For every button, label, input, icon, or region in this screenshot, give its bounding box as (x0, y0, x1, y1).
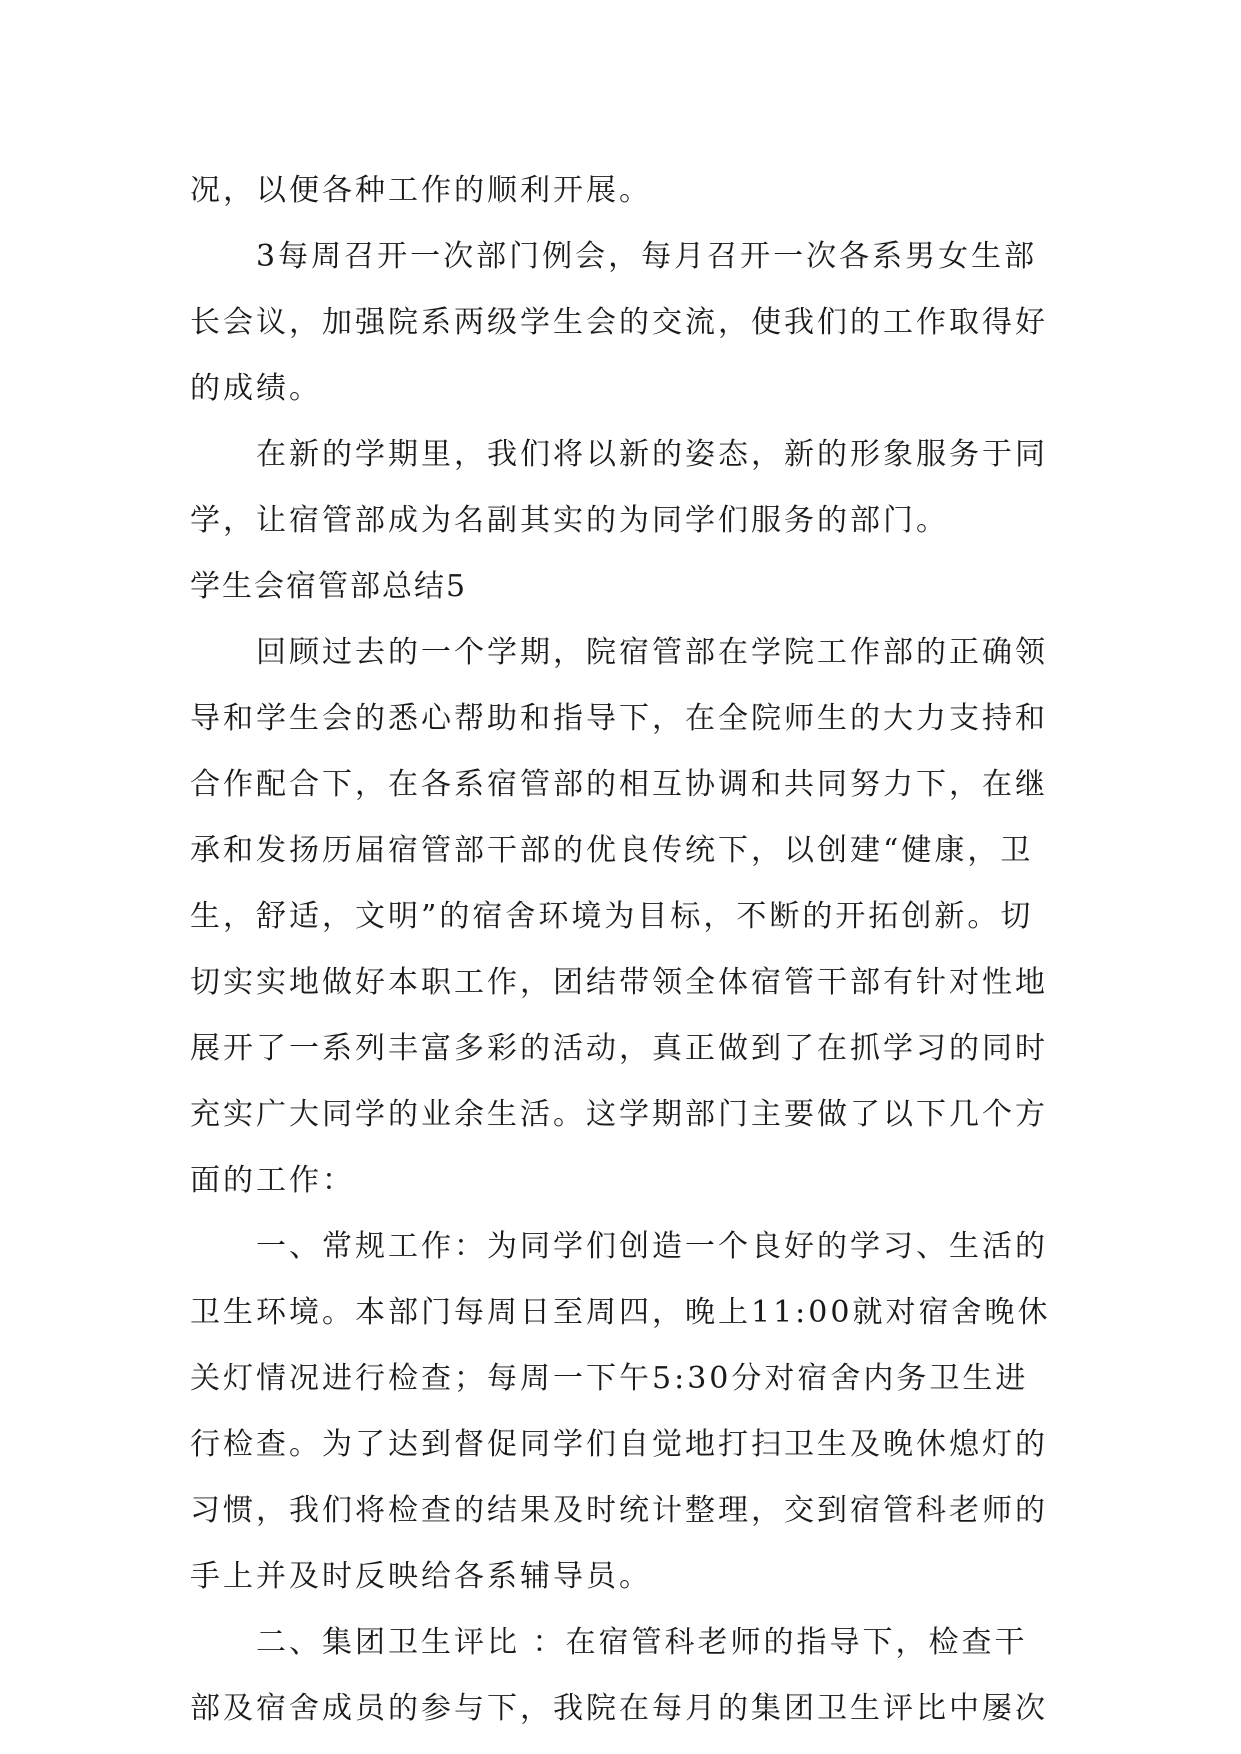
text-line: 部及宿舍成员的参与下，我院在每月的集团卫生评比中屡次 (190, 1691, 1048, 1726)
text-line: 二、集团卫生评比 ：在宿管科老师的指导下，检查干 (256, 1625, 1028, 1660)
text-line: 行检查。为了达到督促同学们自觉地打扫卫生及晚休熄灯的 (190, 1427, 1048, 1462)
text-line: 3每周召开一次部门例会，每月召开一次各系男女生部 (256, 239, 1038, 274)
section-heading: 学生会宿管部总结5 (190, 569, 468, 604)
text-line: 一、常规工作：为同学们创造一个良好的学习、生活的 (256, 1229, 1048, 1264)
text-line: 导和学生会的悉心帮助和指导下，在全院师生的大力支持和 (190, 701, 1048, 736)
text-line: 况，以便各种工作的顺利开展。 (190, 173, 652, 208)
text-line: 面的工作： (190, 1163, 355, 1198)
text-line: 在新的学期里，我们将以新的姿态，新的形象服务于同 (256, 437, 1048, 472)
text-line: 充实广大同学的业余生活。这学期部门主要做了以下几个方 (190, 1097, 1048, 1132)
text-line: 卫生环境。本部门每周日至周四，晚上11:00就对宿舍晚休 (190, 1295, 1051, 1330)
text-line: 承和发扬历届宿管部干部的优良传统下，以创建“健康，卫 (190, 833, 1034, 868)
text-line: 手上并及时反映给各系辅导员。 (190, 1559, 652, 1594)
text-line: 切实实地做好本职工作，团结带领全体宿管干部有针对性地 (190, 965, 1048, 1000)
text-line: 长会议，加强院系两级学生会的交流，使我们的工作取得好 (190, 305, 1048, 340)
text-line: 合作配合下，在各系宿管部的相互协调和共同努力下，在继 (190, 767, 1048, 802)
text-line: 生，舒适，文明”的宿舍环境为目标，不断的开拓创新。切 (190, 899, 1034, 934)
text-line: 习惯，我们将检查的结果及时统计整理，交到宿管科老师的 (190, 1493, 1048, 1528)
text-line: 展开了一系列丰富多彩的活动，真正做到了在抓学习的同时 (190, 1031, 1048, 1066)
body-text (190, 158, 1050, 1742)
text-line: 的成绩。 (190, 371, 322, 406)
text-line: 学，让宿管部成为名副其实的为同学们服务的部门。 (190, 503, 949, 538)
text-line: 回顾过去的一个学期，院宿管部在学院工作部的正确领 (256, 635, 1048, 670)
text-line: 关灯情况进行检查；每周一下午5:30分对宿舍内务卫生进 (190, 1361, 1029, 1396)
